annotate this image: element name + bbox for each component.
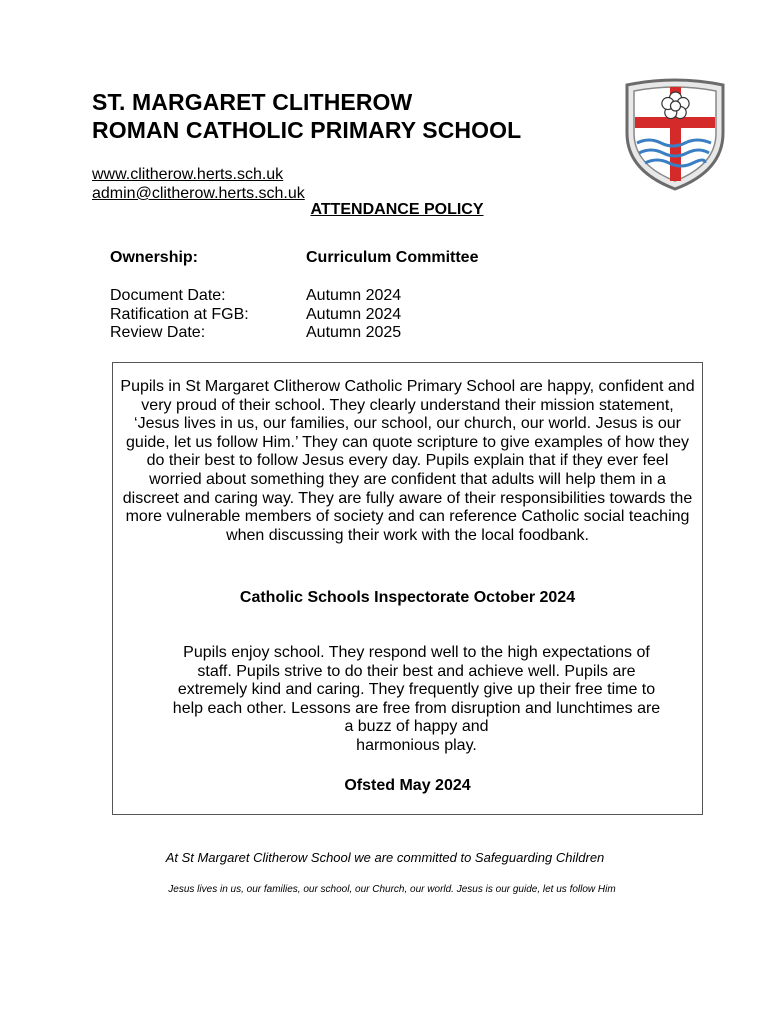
- document-dates: [110, 287, 401, 343]
- document-date-value: Autumn 2024: [306, 287, 402, 304]
- ofsted-quote-line: extremely kind and caring. They frequently give up their free time to: [177, 681, 656, 699]
- ofsted-quote-line: a buzz of happy and: [344, 718, 489, 736]
- ratification-value: Autumn 2024: [306, 305, 402, 323]
- website-link[interactable]: www.clitherow.herts.sch.uk: [92, 166, 284, 183]
- inspection-quotes-box: [112, 362, 703, 815]
- csi-source: Catholic Schools Inspectorate October 2024: [239, 589, 576, 606]
- review-date-label: Review Date:: [110, 324, 206, 341]
- ofsted-quote-line: help each other. Lessons are free from disruption and lunchtimes are: [172, 699, 661, 717]
- review-date-value: Autumn 2025: [306, 324, 402, 341]
- policy-title: ATTENDANCE POLICY: [310, 201, 484, 218]
- ofsted-quote-line: harmonious play.: [356, 736, 477, 754]
- school-name: [92, 88, 521, 144]
- school-motto: Jesus lives in us, our families, our school, our Church, our world. Jesus is our guide, let us follow Him: [168, 884, 616, 895]
- email-link[interactable]: admin@clitherow.herts.sch.uk: [92, 185, 305, 202]
- ownership-value: Curriculum Committee: [306, 249, 479, 266]
- csi-quote: Pupils in St Margaret Clitherow Catholic Primary School are happy, confident and very proud of their school. They clearly understand their mission statement, ‘Jesus lives in us, our families, our school, our church, our world. Jesus is our guide, let us follow Him.’ They can quote scripture to give examples of how they do their best to follow Jesus every day. Pupils explain that if they ever feel worried about something they are confident that adults will help them in a discreet and caring way. They are fully aware of their responsibilities towards the more vulnerable members of society and can reference Catholic social teaching when discussing their work with the local foodbank.: [120, 378, 695, 544]
- school-name-line-1: ST. MARGARET CLITHEROW: [92, 89, 413, 115]
- document-date-label: Document Date:: [110, 287, 226, 304]
- ownership-label: Ownership:: [110, 249, 199, 266]
- ofsted-source: Ofsted May 2024: [344, 777, 471, 794]
- ofsted-quote-line: Pupils enjoy school. They respond well to the high expectations of: [183, 644, 650, 661]
- ofsted-quote-line: staff. Pupils strive to do their best and achieve well. Pupils are: [197, 662, 636, 680]
- school-name-line-2: ROMAN CATHOLIC PRIMARY SCHOOL: [92, 117, 522, 143]
- ratification-label: Ratification at FGB:: [110, 305, 249, 323]
- safeguarding-statement: At St Margaret Clitherow School we are committed to Safeguarding Children: [165, 850, 605, 865]
- ownership-row: [110, 249, 478, 268]
- contact-links: [92, 165, 305, 203]
- ofsted-quote: [137, 644, 696, 756]
- school-crest-icon: [619, 75, 731, 193]
